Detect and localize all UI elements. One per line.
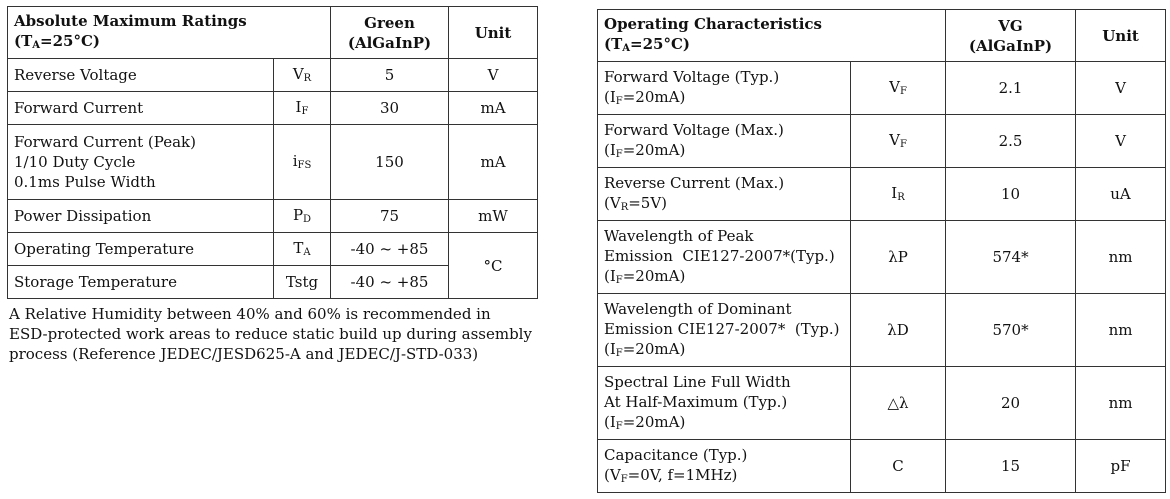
table-row <box>598 115 1166 168</box>
unit-cell: mA <box>449 92 538 125</box>
symbol-cell: Tstg <box>274 266 331 299</box>
unit-cell: mA <box>449 125 538 200</box>
symbol-cell: $V_F$ <box>851 115 946 168</box>
symbol-cell: △λ <box>851 367 946 440</box>
header-condition: $(T_A=25^\circ C)$ <box>604 35 691 54</box>
param-cell: Forward Current (Peak) 1/10 Duty Cycle 0.1ms Pulse Width <box>8 125 274 200</box>
value-cell: 574* <box>946 221 1076 294</box>
param-cell: Forward Voltage (Max.) $(I_F=20mA)$ <box>598 115 851 168</box>
symbol-cell: λP <box>851 221 946 294</box>
unit-cell: V <box>1076 115 1166 168</box>
param-cell: Spectral Line Full Width At Half-Maximum (Typ.) $(I_F=20mA)$ <box>598 367 851 440</box>
unit-cell: V <box>449 59 538 92</box>
operating-characteristics-table <box>597 9 1166 493</box>
table-row <box>598 168 1166 221</box>
header-material: (AlGaInP) <box>347 33 432 52</box>
value-cell: 2.5 <box>946 115 1076 168</box>
param-cell: Reverse Voltage <box>8 59 274 92</box>
header-vg-cell <box>946 10 1076 62</box>
note-line: A Relative Humidity between 40% and 60% is recommended in <box>9 305 491 323</box>
header-unit: Unit <box>449 7 538 59</box>
table-header-row <box>598 10 1166 62</box>
table-row <box>8 233 538 266</box>
absolute-max-ratings-table <box>7 6 538 299</box>
table-row <box>598 294 1166 367</box>
table-header-row <box>8 7 538 59</box>
header-vg: VG <box>998 16 1023 35</box>
symbol-cell: $I_F$ <box>274 92 331 125</box>
unit-cell: mW <box>449 200 538 233</box>
symbol-cell: $V_F$ <box>851 62 946 115</box>
param-cell: Storage Temperature <box>8 266 274 299</box>
header-title: Operating Characteristics <box>604 15 823 33</box>
symbol-cell: $P_D$ <box>274 200 331 233</box>
unit-cell: nm <box>1076 294 1166 367</box>
unit-cell: nm <box>1076 367 1166 440</box>
value-cell: 150 <box>331 125 449 200</box>
symbol-cell: $T_A$ <box>274 233 331 266</box>
unit-cell: uA <box>1076 168 1166 221</box>
header-title: Absolute Maximum Ratings <box>14 12 247 30</box>
note-line: process (Reference JEDEC/JESD625-A and JEDEC/J-STD-033) <box>9 345 479 363</box>
value-cell: 10 <box>946 168 1076 221</box>
table-row <box>598 440 1166 493</box>
header-title-cell <box>598 10 946 62</box>
header-condition: $(T_A=25^\circ C)$ <box>14 32 101 51</box>
table-row <box>8 200 538 233</box>
header-green-cell <box>331 7 449 59</box>
symbol-cell: $i_{FS}$ <box>274 125 331 200</box>
header-material: (AlGaInP) <box>968 36 1053 55</box>
value-cell: 5 <box>331 59 449 92</box>
symbol-cell: C <box>851 440 946 493</box>
param-cell: Power Dissipation <box>8 200 274 233</box>
param-cell: Wavelength of Dominant Emission CIE127-2007* (Typ.) $(I_F=20mA)$ <box>598 294 851 367</box>
symbol-cell: $I_R$ <box>851 168 946 221</box>
param-cell: Wavelength of Peak Emission CIE127-2007*(Typ.) $(I_F=20mA)$ <box>598 221 851 294</box>
unit-cell: pF <box>1076 440 1166 493</box>
note-line: ESD-protected work areas to reduce static build up during assembly <box>9 325 532 343</box>
unit-cell: °C <box>449 233 538 299</box>
humidity-note <box>9 304 549 364</box>
header-title-cell <box>8 7 331 59</box>
value-cell: 570* <box>946 294 1076 367</box>
table-row <box>8 125 538 200</box>
table-row <box>8 92 538 125</box>
value-cell: -40 ~ +85 <box>331 233 449 266</box>
symbol-cell: λD <box>851 294 946 367</box>
value-cell: 15 <box>946 440 1076 493</box>
table-row <box>8 59 538 92</box>
unit-cell: V <box>1076 62 1166 115</box>
symbol-cell: $V_R$ <box>274 59 331 92</box>
value-cell: 75 <box>331 200 449 233</box>
unit-cell: nm <box>1076 221 1166 294</box>
param-cell: Forward Current <box>8 92 274 125</box>
header-unit: Unit <box>1076 10 1166 62</box>
value-cell: -40 ~ +85 <box>331 266 449 299</box>
param-cell: Operating Temperature <box>8 233 274 266</box>
header-green: Green <box>364 13 415 32</box>
table-row <box>598 62 1166 115</box>
param-cell: Capacitance (Typ.) ($V_F=0V$, f=1MHz) <box>598 440 851 493</box>
param-cell: Forward Voltage (Typ.) $(I_F=20mA)$ <box>598 62 851 115</box>
value-cell: 2.1 <box>946 62 1076 115</box>
table-row <box>598 221 1166 294</box>
value-cell: 20 <box>946 367 1076 440</box>
param-cell: Reverse Current (Max.) $(V_R=5V)$ <box>598 168 851 221</box>
value-cell: 30 <box>331 92 449 125</box>
table-row <box>598 367 1166 440</box>
